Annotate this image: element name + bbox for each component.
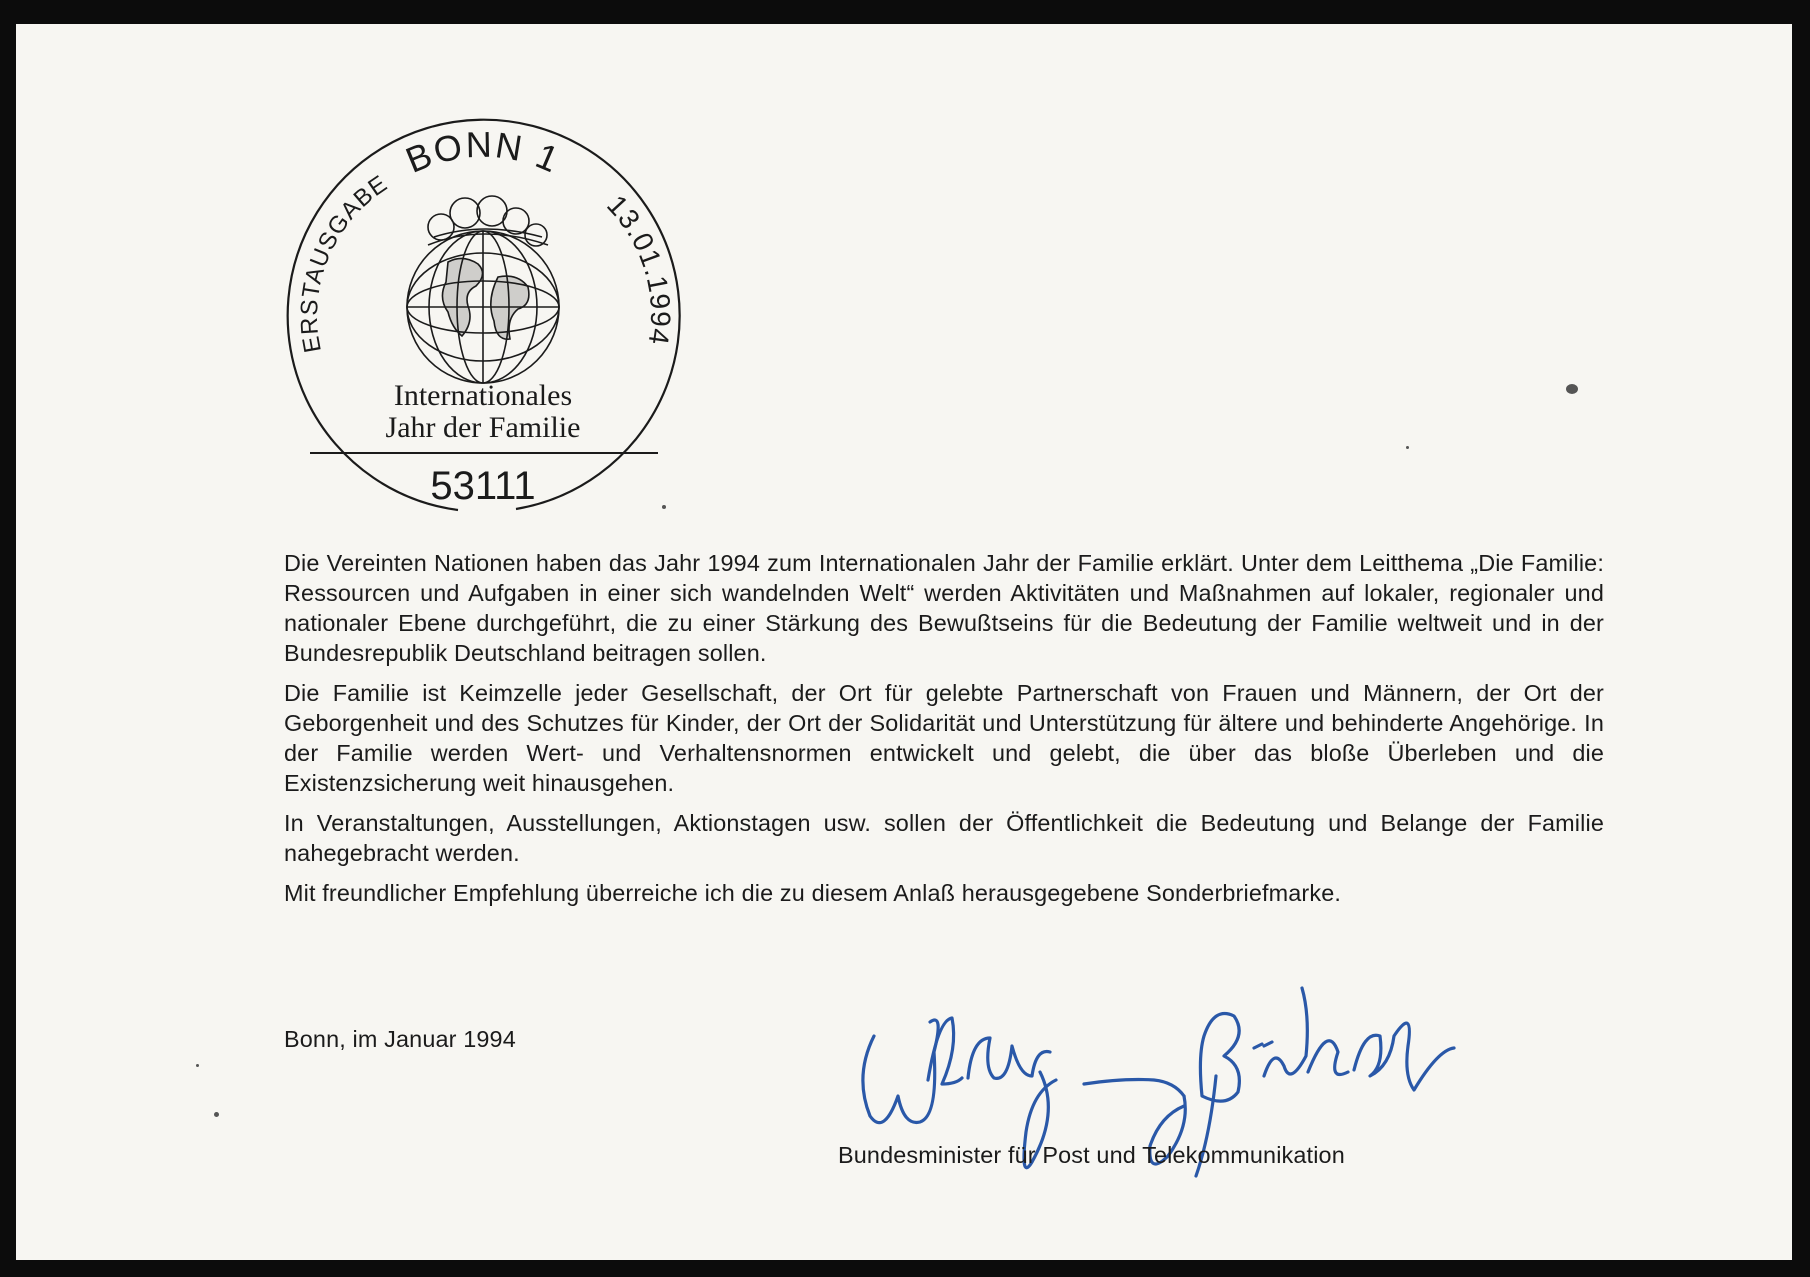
letter-body xyxy=(284,548,1604,918)
postmark-first-day-label: ERSTAUSGABE xyxy=(295,169,393,355)
body-paragraph: Mit freundlicher Empfehlung überreiche ich die zu diesem Anlaß herausgegebene Sonderbriefmarke. xyxy=(284,880,1342,906)
paper-speck xyxy=(1566,384,1578,394)
handwritten-signature xyxy=(844,976,1494,1206)
postmark-title-line2: Jahr der Familie xyxy=(385,411,581,444)
paper-speck xyxy=(1406,446,1409,449)
body-paragraph: In Veranstaltungen, Ausstellungen, Aktionstagen usw. sollen der Öffentlichkeit die Bedeutung und Belange der Familie nahegebracht werden. xyxy=(284,810,1604,866)
paper-speck xyxy=(196,1064,199,1067)
document-card xyxy=(16,24,1792,1260)
globe-family-emblem xyxy=(407,196,559,383)
postmark-city: BONN 1 xyxy=(399,123,567,181)
body-paragraph: Die Familie ist Keimzelle jeder Gesellschaft, der Ort für gelebte Partnerschaft von Frauen und Männern, der Ort der Geborgenheit und des Schutzes für Kinder, der Ort der Solidarität und Unterstützung für ältere und behinderte Angehörige. In der Familie werden Wert- und Verhaltensnormen entwickelt und gelebt, die über das bloße Überleben und die Existenzsicherung weit hinausgehen. xyxy=(284,680,1604,796)
postmark-postal-code: 53111 xyxy=(430,464,536,508)
paper-speck xyxy=(214,1112,219,1117)
signer-title: Bundesminister für Post und Telekommunikation xyxy=(838,1142,1345,1168)
body-paragraph: Die Vereinten Nationen haben das Jahr 1994 zum Internationalen Jahr der Familie erklärt. Unter dem Leitthema „Die Familie: Ressourcen und Aufgaben in einer sich wandelnden Welt“ werden Aktivitäten und Maßnahmen auf lokaler, regionaler und nationaler Ebene durchgeführt, die zu einer Stärkung des Bewußtseins für die Bedeutung der Familie weltweit und in der Bundesrepublik Deutschland beitragen sollen. xyxy=(284,550,1604,666)
postmark-title-line1: Internationales xyxy=(393,379,573,412)
place-date: Bonn, im Januar 1994 xyxy=(284,1026,516,1052)
postmark-date: 13.01.1994 xyxy=(601,189,677,348)
first-day-postmark xyxy=(258,87,708,537)
